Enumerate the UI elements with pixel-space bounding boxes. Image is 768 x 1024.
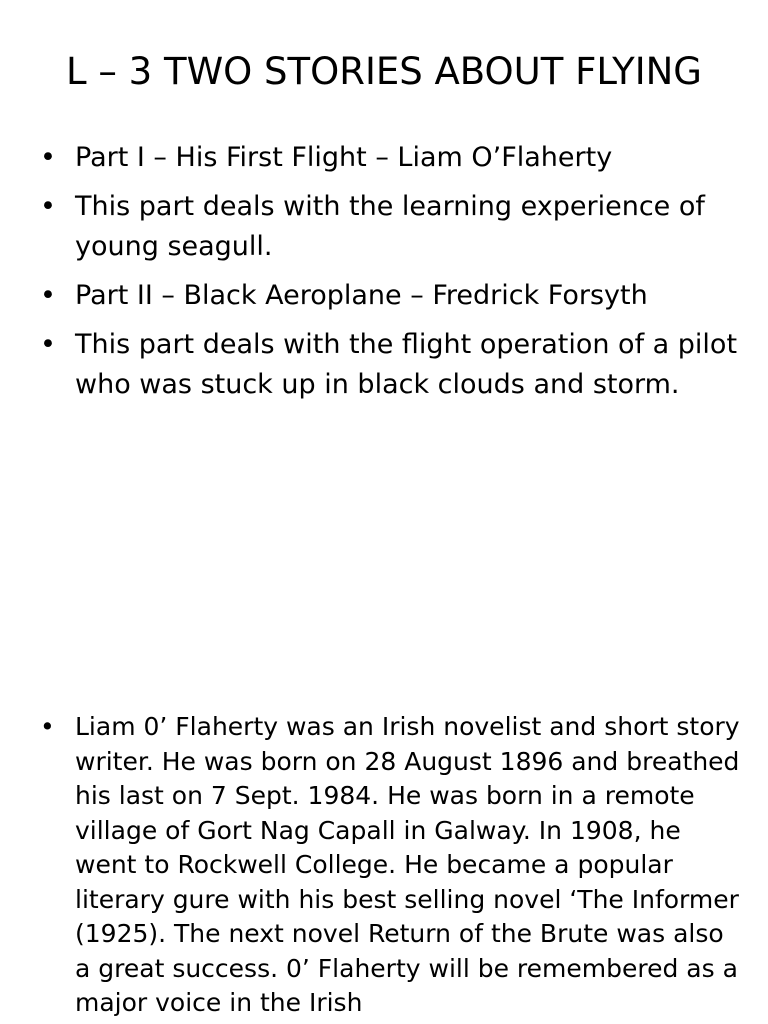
bullet-item-part-1 [0,138,740,178]
bullet-text: This part deals with the learning experience of young seagull. [75,191,705,262]
bullet-dot: • [40,280,56,311]
author-bio-list [0,710,742,1021]
author-bio-item [0,710,742,1021]
bullet-text: Part I – His First Flight – Liam O’Flaherty [75,142,613,173]
bullet-list [0,138,740,414]
bullet-item-part-2 [0,276,740,316]
bullet-dot: • [40,712,55,741]
bullet-dot: • [40,329,56,360]
slide-title: L – 3 TWO STORIES ABOUT FLYING [66,50,702,93]
bullet-dot: • [40,142,56,173]
author-bio-text: Liam 0’ Flaherty was an Irish novelist and short story writer. He was born on 28 August 1896 and breathed his last on 7 Sept. 1984. He was born in a remote village of Gort Nag Capall in Galway. In 1908, he went to Rockwell College. He became a popular literary gure with his best selling novel ‘The Informer (1925). The next novel Return of the Brute was also a great success. 0’ Flaherty will be remembered as a major voice in the Irish [75,712,740,1017]
bullet-dot: • [40,191,56,222]
bullet-item-part-2-summary [0,325,740,405]
bullet-item-part-1-summary [0,187,740,267]
bullet-text: This part deals with the flight operation of a pilot who was stuck up in black clouds and storm. [75,329,738,400]
bullet-text: Part II – Black Aeroplane – Fredrick Forsyth [75,280,648,311]
